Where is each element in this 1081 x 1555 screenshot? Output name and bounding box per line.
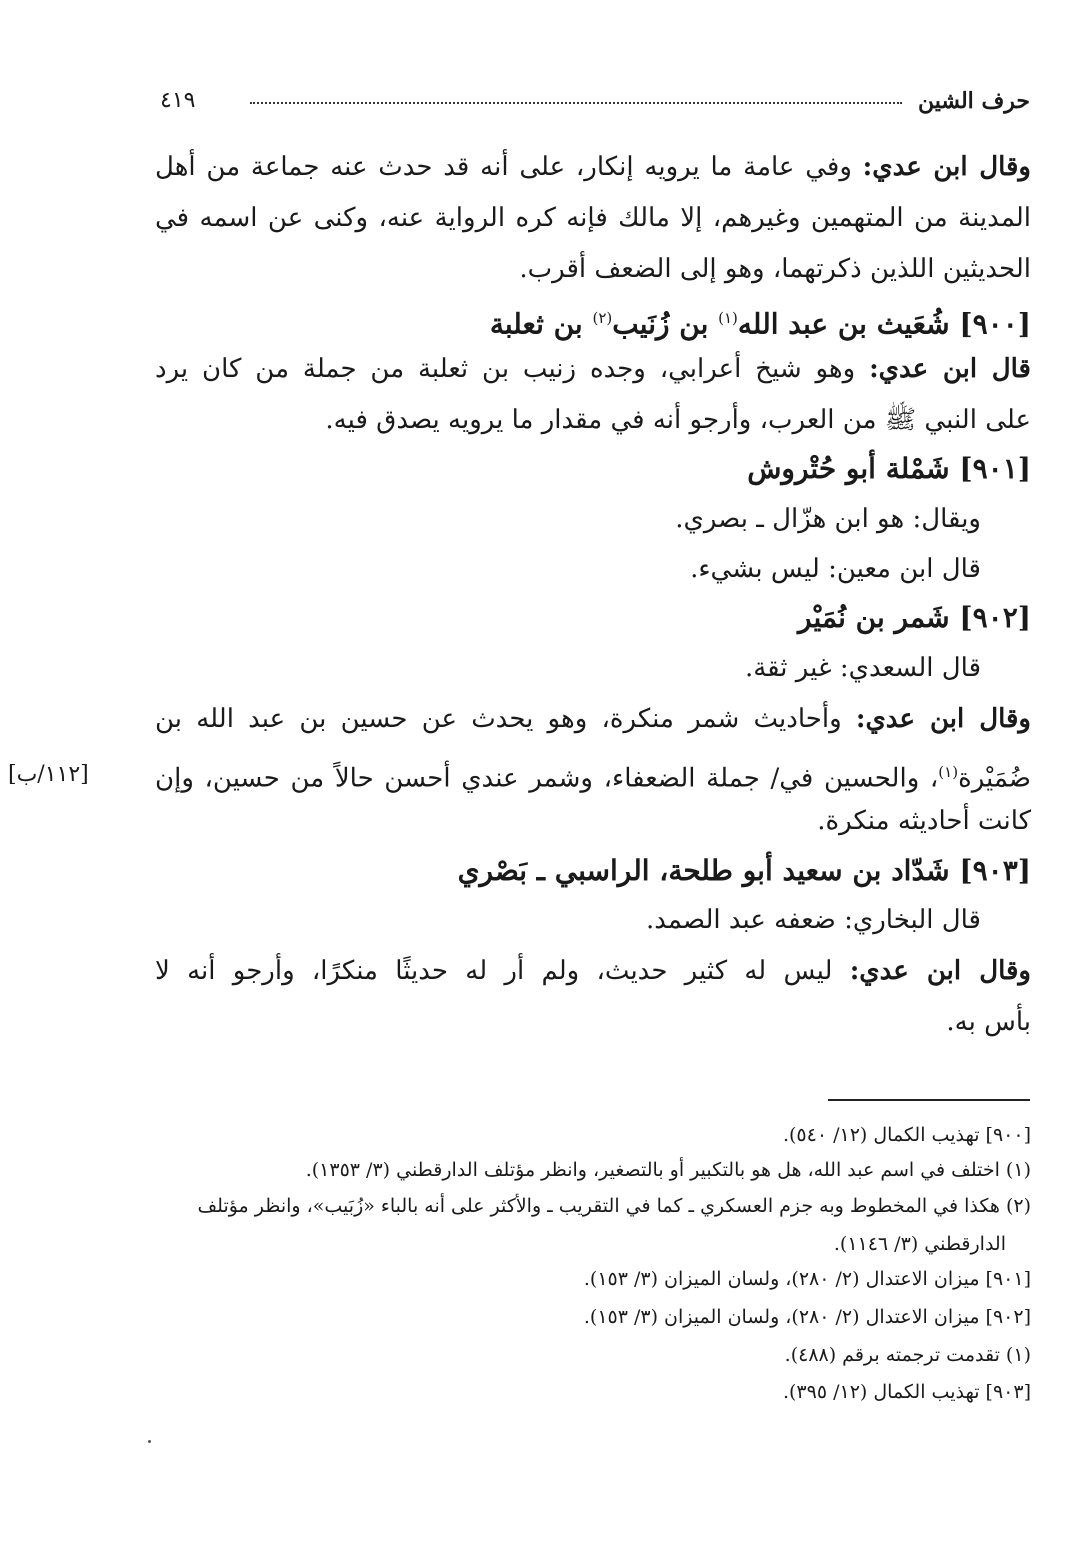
footnote-separator [828,1099,1030,1101]
text-line: بأس به. [946,1007,1031,1037]
text-line: وقال ابن عدي: وفي عامة ما يرويه إنكار، على أنه قد حدث عنه جماعة من أهل [155,152,1031,182]
footnote-ref: (٢) [592,309,613,327]
text-line: كانت أحاديثه منكرة. [817,806,1031,836]
chapter-title: حرف الشين [917,88,1030,114]
footnote: [٩٠٢] ميزان الاعتدال (٢/ ٢٨٠)، ولسان الميزان (٣/ ١٥٣). [583,1306,1031,1328]
footnote: [٩٠١] ميزان الاعتدال (٢/ ٢٨٠)، ولسان الميزان (٣/ ١٥٣). [583,1268,1031,1290]
text-line: وقال ابن عدي: ليس له كثير حديث، ولم أر له حديثًا منكرًا، وأرجو أنه لا [155,956,1031,986]
text-line: قال ابن معين: ليس بشيء. [690,554,981,584]
entry-heading-903: [٩٠٣] شَدّاد بن سعيد أبو طلحة، الراسبي ـ بَصْري [457,854,1031,887]
text-line: ضُمَيْرة$^{(١)}$، والحسين في/ جملة الضعفاء، وشمر عندي أحسن حالاً من حسين، وإن [155,763,1031,794]
running-header [160,88,1030,118]
text-line: قال البخاري: ضعفه عبد الصمد. [645,905,981,935]
text-line: وقال ابن عدي: وأحاديث شمر منكرة، وهو يحدث عن حسين بن عبد الله بن [155,704,1031,734]
entry-heading-902: [٩٠٢] شَمر بن نُمَيْر [798,601,1031,634]
footnote-ref: (١) [938,763,959,781]
text-line: على النبي ﷺ من العرب، وأرجو أنه في مقدار ما يرويه يصدق فيه. [325,405,1031,435]
manuscript-folio-marker: [١١٢/ب] [8,762,89,787]
footnote: [٩٠٣] تهذيب الكمال (١٢/ ٣٩٥). [782,1381,1031,1403]
text-line: المدينة من المتهمين وغيرهم، إلا مالك فإنه كره الرواية عنه، وكنى عن اسمه في [155,203,1031,233]
text-line: ويقال: هو ابن هزّال ـ بصري. [675,504,981,534]
entry-heading-900: [٩٠٠] شُعَيث بن عبد الله$^{(١)}$ بن زُنَيب$^{(٢)}$ بن ثعلبة [489,307,1031,341]
scan-speck [148,1440,151,1443]
header-dotted-rule [250,102,902,104]
footnote: (١) تقدمت ترجمته برقم (٤٨٨). [784,1344,1031,1366]
text-line: قال السعدي: غير ثقة. [744,653,981,683]
entry-heading-901: [٩٠١] شَمْلة أبو حُتْروش [747,452,1031,485]
text-line: الحديثين اللذين ذكرتهما، وهو إلى الضعف أقرب. [519,254,1031,284]
page-number: ٤١٩ [160,88,196,113]
footnote: [٩٠٠] تهذيب الكمال (١٢/ ٥٤٠). [782,1124,1031,1146]
text-line: قال ابن عدي: وهو شيخ أعرابي، وجده زنيب بن ثعلبة من جملة من كان يرد [155,354,1031,384]
footnote: (١) اختلف في اسم عبد الله، هل هو بالتكبير أو بالتصغير، وانظر مؤتلف الدارقطني (٣/ ١٣٥٣). [305,1159,1031,1181]
footnote: (٢) هكذا في المخطوط وبه جزم العسكري ـ كما في التقريب ـ والأكثر على أنه بالباء «زُبَيب»، وانظر مؤتلف [197,1195,1031,1217]
footnote-continuation: الدارقطني (٣/ ١١٤٦). [833,1233,1006,1255]
footnote-ref: (١) [718,309,738,327]
